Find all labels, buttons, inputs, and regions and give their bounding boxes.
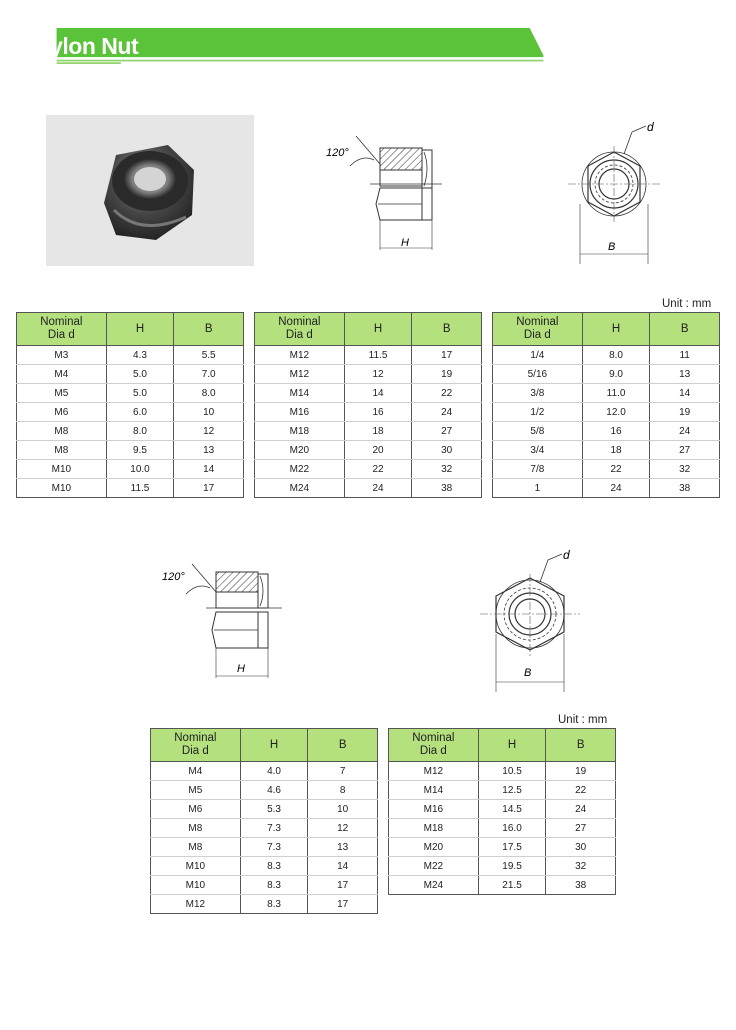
cell-b: 22 xyxy=(412,384,482,403)
table-row xyxy=(493,422,720,441)
product-photo xyxy=(46,115,254,266)
top-view-diagram-2 xyxy=(476,546,586,696)
cell-nominal: M24 xyxy=(255,479,345,498)
height-label: H xyxy=(401,237,409,249)
diameter-label: d xyxy=(563,548,570,562)
height-label: H xyxy=(237,663,245,675)
header-h: H xyxy=(106,313,174,346)
table-header-row xyxy=(255,313,482,346)
cell-nominal: M10 xyxy=(151,857,241,876)
table-row xyxy=(493,460,720,479)
cell-nominal: M10 xyxy=(151,876,241,895)
cell-b: 12 xyxy=(174,422,244,441)
cell-b: 27 xyxy=(412,422,482,441)
cell-b: 32 xyxy=(412,460,482,479)
cell-h: 21.5 xyxy=(478,876,546,895)
header-nominal: Nominal Dia d xyxy=(493,313,583,346)
table-header-row xyxy=(151,729,378,762)
cell-h: 22 xyxy=(582,460,650,479)
cell-nominal: M20 xyxy=(255,441,345,460)
cell-nominal: M22 xyxy=(389,857,479,876)
cell-h: 8.3 xyxy=(240,895,308,914)
cell-nominal: 5/16 xyxy=(493,365,583,384)
cell-nominal: M4 xyxy=(17,365,107,384)
table-row xyxy=(493,479,720,498)
cell-h: 17.5 xyxy=(478,838,546,857)
cell-b: 32 xyxy=(546,857,616,876)
table-row xyxy=(493,346,720,365)
cell-h: 5.3 xyxy=(240,800,308,819)
cell-h: 10.0 xyxy=(106,460,174,479)
cell-nominal: M14 xyxy=(389,781,479,800)
cell-h: 8.0 xyxy=(106,422,174,441)
cell-h: 19.5 xyxy=(478,857,546,876)
cell-h: 12.5 xyxy=(478,781,546,800)
cell-b: 10 xyxy=(308,800,378,819)
cell-b: 24 xyxy=(546,800,616,819)
cell-h: 20 xyxy=(344,441,412,460)
cell-h: 18 xyxy=(344,422,412,441)
cell-nominal: M10 xyxy=(17,460,107,479)
table-header-row xyxy=(493,313,720,346)
table-row xyxy=(17,422,244,441)
table-row xyxy=(151,762,378,781)
cell-h: 4.0 xyxy=(240,762,308,781)
cell-b: 7.0 xyxy=(174,365,244,384)
cell-b: 17 xyxy=(412,346,482,365)
cell-nominal: M16 xyxy=(255,403,345,422)
cell-nominal: 1 xyxy=(493,479,583,498)
cell-nominal: M6 xyxy=(151,800,241,819)
cell-nominal: M24 xyxy=(389,876,479,895)
cell-h: 4.6 xyxy=(240,781,308,800)
cell-h: 12.0 xyxy=(582,403,650,422)
angle-annotation xyxy=(326,136,380,166)
cell-h: 5.0 xyxy=(106,384,174,403)
cell-h: 14 xyxy=(344,384,412,403)
table-row xyxy=(255,346,482,365)
cell-b: 17 xyxy=(174,479,244,498)
table-row xyxy=(17,365,244,384)
table-row xyxy=(493,384,720,403)
table-row xyxy=(17,479,244,498)
cell-nominal: M8 xyxy=(151,819,241,838)
cell-b: 8 xyxy=(308,781,378,800)
cell-b: 12 xyxy=(308,819,378,838)
table-row xyxy=(255,479,482,498)
cell-h: 16.0 xyxy=(478,819,546,838)
cell-nominal: M5 xyxy=(17,384,107,403)
cell-b: 30 xyxy=(546,838,616,857)
cell-nominal: M8 xyxy=(151,838,241,857)
cell-b: 19 xyxy=(546,762,616,781)
table-row xyxy=(389,838,616,857)
cell-nominal: M20 xyxy=(389,838,479,857)
cell-b: 27 xyxy=(546,819,616,838)
width-label: B xyxy=(524,667,532,679)
cell-nominal: M8 xyxy=(17,441,107,460)
cell-h: 16 xyxy=(582,422,650,441)
cell-b: 13 xyxy=(174,441,244,460)
cell-b: 24 xyxy=(412,403,482,422)
top-view-diagram xyxy=(560,118,670,268)
cell-h: 6.0 xyxy=(106,403,174,422)
cell-b: 7 xyxy=(308,762,378,781)
side-view-diagram-2 xyxy=(158,548,286,688)
cell-h: 9.5 xyxy=(106,441,174,460)
cell-h: 9.0 xyxy=(582,365,650,384)
header-nominal: Nominal Dia d xyxy=(389,729,479,762)
cell-b: 8.0 xyxy=(174,384,244,403)
cell-b: 5.5 xyxy=(174,346,244,365)
cell-b: 27 xyxy=(650,441,720,460)
cell-h: 16 xyxy=(344,403,412,422)
header-nominal: Nominal Dia d xyxy=(17,313,107,346)
table-row xyxy=(255,441,482,460)
cell-b: 30 xyxy=(412,441,482,460)
cell-nominal: M3 xyxy=(17,346,107,365)
cell-b: 19 xyxy=(650,403,720,422)
table-header-row xyxy=(389,729,616,762)
table-row xyxy=(389,876,616,895)
cell-nominal: M12 xyxy=(151,895,241,914)
header-b: B xyxy=(412,313,482,346)
cell-nominal: 3/8 xyxy=(493,384,583,403)
table-header-row xyxy=(17,313,244,346)
cell-h: 24 xyxy=(582,479,650,498)
table-row xyxy=(389,857,616,876)
cell-nominal: M10 xyxy=(17,479,107,498)
table-row xyxy=(151,895,378,914)
cell-b: 17 xyxy=(308,876,378,895)
cell-nominal: M12 xyxy=(255,365,345,384)
table-row xyxy=(493,441,720,460)
cell-nominal: M12 xyxy=(255,346,345,365)
cell-b: 32 xyxy=(650,460,720,479)
spec-table-inch xyxy=(492,312,720,498)
table-row xyxy=(255,403,482,422)
table-row xyxy=(151,876,378,895)
angle-label: 120° xyxy=(326,147,349,159)
table-row xyxy=(17,384,244,403)
cell-b: 14 xyxy=(174,460,244,479)
cell-nominal: M18 xyxy=(389,819,479,838)
table-row xyxy=(17,441,244,460)
angle-label: 120° xyxy=(162,571,185,583)
header-b: B xyxy=(546,729,616,762)
table-row xyxy=(255,384,482,403)
table-row xyxy=(151,800,378,819)
cell-h: 7.3 xyxy=(240,838,308,857)
cell-nominal: 7/8 xyxy=(493,460,583,479)
table-row xyxy=(17,460,244,479)
cell-h: 24 xyxy=(344,479,412,498)
cell-nominal: 1/4 xyxy=(493,346,583,365)
cell-b: 14 xyxy=(308,857,378,876)
cell-h: 14.5 xyxy=(478,800,546,819)
cell-nominal: M22 xyxy=(255,460,345,479)
cell-nominal: M14 xyxy=(255,384,345,403)
cell-b: 38 xyxy=(546,876,616,895)
cell-h: 4.3 xyxy=(106,346,174,365)
cell-b: 24 xyxy=(650,422,720,441)
cell-nominal: M6 xyxy=(17,403,107,422)
cell-b: 11 xyxy=(650,346,720,365)
spec-table-thin-large xyxy=(388,728,616,895)
table-row xyxy=(389,819,616,838)
cell-nominal: M8 xyxy=(17,422,107,441)
cell-b: 19 xyxy=(412,365,482,384)
cell-nominal: M18 xyxy=(255,422,345,441)
header-h: H xyxy=(240,729,308,762)
unit-label: Unit : mm xyxy=(662,298,712,310)
spec-table-metric-small xyxy=(16,312,244,498)
side-view-diagram xyxy=(322,118,450,258)
cell-nominal: M4 xyxy=(151,762,241,781)
cell-b: 10 xyxy=(174,403,244,422)
header-b: B xyxy=(650,313,720,346)
header-b: B xyxy=(174,313,244,346)
width-label: B xyxy=(608,241,616,253)
table-row xyxy=(493,403,720,422)
cell-h: 8.0 xyxy=(582,346,650,365)
cell-nominal: 1/2 xyxy=(493,403,583,422)
cell-h: 22 xyxy=(344,460,412,479)
header-h: H xyxy=(344,313,412,346)
header-b: B xyxy=(308,729,378,762)
table-row xyxy=(255,422,482,441)
table-row xyxy=(17,346,244,365)
table-row xyxy=(17,403,244,422)
cell-h: 10.5 xyxy=(478,762,546,781)
cell-b: 38 xyxy=(650,479,720,498)
cell-h: 8.3 xyxy=(240,857,308,876)
cell-nominal: M5 xyxy=(151,781,241,800)
table-row xyxy=(389,781,616,800)
header-h: H xyxy=(478,729,546,762)
table-row xyxy=(389,800,616,819)
cell-nominal: M16 xyxy=(389,800,479,819)
cell-h: 7.3 xyxy=(240,819,308,838)
table-row xyxy=(389,762,616,781)
table-row xyxy=(151,857,378,876)
table-row xyxy=(493,365,720,384)
table-row xyxy=(151,781,378,800)
page-title: Nylon Nut xyxy=(34,33,139,59)
header-nominal: Nominal Dia d xyxy=(151,729,241,762)
header-nominal: Nominal Dia d xyxy=(255,313,345,346)
table-row xyxy=(255,460,482,479)
cell-nominal: M12 xyxy=(389,762,479,781)
cell-nominal: 5/8 xyxy=(493,422,583,441)
cell-b: 22 xyxy=(546,781,616,800)
table-row xyxy=(151,838,378,857)
cell-b: 13 xyxy=(308,838,378,857)
cell-h: 11.5 xyxy=(106,479,174,498)
table-row xyxy=(255,365,482,384)
spec-table-metric-large xyxy=(254,312,482,498)
cell-h: 5.0 xyxy=(106,365,174,384)
cell-h: 12 xyxy=(344,365,412,384)
cell-b: 13 xyxy=(650,365,720,384)
cell-h: 8.3 xyxy=(240,876,308,895)
cell-h: 11.0 xyxy=(582,384,650,403)
cell-h: 18 xyxy=(582,441,650,460)
cell-b: 17 xyxy=(308,895,378,914)
cell-nominal: 3/4 xyxy=(493,441,583,460)
header-h: H xyxy=(582,313,650,346)
cell-h: 11.5 xyxy=(344,346,412,365)
diameter-label: d xyxy=(647,120,654,134)
cell-b: 14 xyxy=(650,384,720,403)
unit-label-2: Unit : mm xyxy=(558,714,608,726)
spec-table-thin-small xyxy=(150,728,378,914)
cell-b: 38 xyxy=(412,479,482,498)
table-row xyxy=(151,819,378,838)
